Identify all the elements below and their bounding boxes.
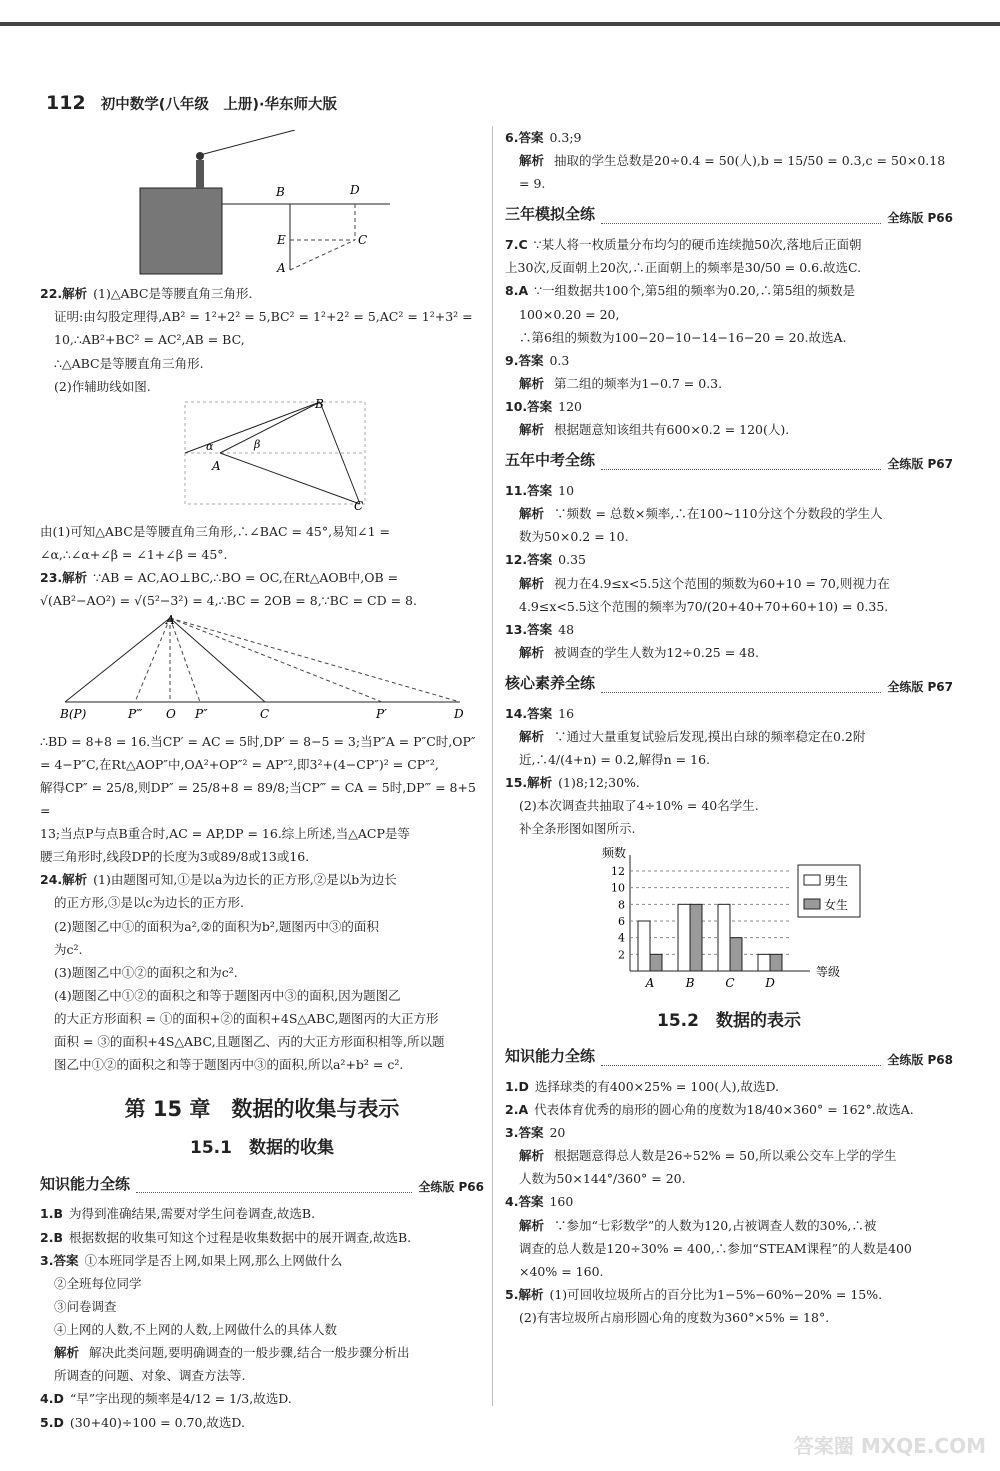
analysis-text: = 9. xyxy=(519,176,546,192)
item-text: (1)8;12;30%. xyxy=(558,775,640,791)
item-text: 补全条形图如图所示. xyxy=(519,821,636,837)
fig3-label-D: D xyxy=(454,707,464,722)
bar-A-女生 xyxy=(650,954,662,971)
bar-B-男生 xyxy=(678,904,690,971)
item-number: 1.B xyxy=(40,1206,63,1222)
q24-number: 24.解析 xyxy=(40,872,88,888)
x-tick-label: C xyxy=(725,975,735,990)
section-header-title: 知识能力全练 xyxy=(40,1174,131,1193)
building-rect xyxy=(140,188,222,274)
analysis-text: 4.9≤x<5.5这个范围的频率为70/(20+40+70+60+10) = 0.35. xyxy=(519,598,889,614)
item-text: (1)可回收垃圾所占的百分比为1−5%−60%−20% = 15%. xyxy=(549,1286,883,1302)
q24-text: (3)题图乙中①②的面积之和为c². xyxy=(54,964,238,980)
fig1-label-C: C xyxy=(358,233,368,247)
y-tick-label: 8 xyxy=(618,897,625,911)
section-header-title: 五年中考全练 xyxy=(505,451,596,470)
fig3-label-P2: P″ xyxy=(195,707,208,722)
bar-B-女生 xyxy=(690,904,702,971)
section-header xyxy=(505,201,953,229)
item-number: 2.B xyxy=(40,1229,63,1245)
r3-answer xyxy=(505,1121,953,1144)
sight-line xyxy=(200,130,295,155)
item-text: 上30次,反面朝上20次,∴正面朝上的频率是30/50 = 0.6.故选C. xyxy=(505,260,862,276)
fig2-label-A: A xyxy=(212,458,221,473)
chapter-title: 第 15 章 数据的收集与表示 xyxy=(124,1097,400,1122)
q9-analysis xyxy=(505,372,953,395)
bar-chart xyxy=(505,841,953,991)
q14-answer xyxy=(505,702,953,725)
legend-label: 男生 xyxy=(824,873,849,888)
item-text: 为得到准确结果,需要对学生问卷调查,故选B. xyxy=(68,1206,316,1222)
item-text: (2)本次调查共抽取了4÷10% = 40名学生. xyxy=(519,798,759,814)
q9-answer xyxy=(505,349,953,372)
analysis-text: ∵参加“七彩数学”的人数为120,占被调查人数的30%,∴被 xyxy=(554,1217,877,1233)
q14-analysis xyxy=(505,725,953,748)
page-header xyxy=(46,86,337,121)
item-number: 9.答案 xyxy=(505,352,544,368)
fig2-label-beta: β xyxy=(254,437,261,451)
section-header xyxy=(505,670,953,698)
section-header xyxy=(505,447,953,475)
fig3-label-P3: P‴ xyxy=(128,707,143,722)
top-rule xyxy=(0,22,1000,26)
q23-solution: 13;当点P与点B重合时,AC = AP,DP = 16.综上所述,当△ACP是等 xyxy=(40,826,410,841)
q13-answer xyxy=(505,618,953,641)
section-header xyxy=(40,1171,484,1199)
item-number: 10.答案 xyxy=(505,399,553,414)
y-tick-label: 12 xyxy=(611,864,625,878)
analysis-tag: 解析 xyxy=(519,375,545,391)
analysis-text: 调查的总人数是120÷30% = 400,∴参加“STEAM课程”的人数是400 xyxy=(519,1240,912,1256)
leader-dots xyxy=(136,1192,412,1193)
q24-text: (1)由题图可知,①是以a为边长的正方形,②是以b为边长 xyxy=(93,872,397,888)
fig2-label-alpha: α xyxy=(206,439,214,453)
fig3-label-O: O xyxy=(166,707,176,722)
q24-text: 的大正方形面积 = ①的面积+②的面积+4S△ABC,题图丙的大正方形 xyxy=(54,1011,439,1026)
answer-value: 0.3;9 xyxy=(549,130,582,145)
q8-line xyxy=(505,279,953,302)
analysis-tag: 解析 xyxy=(519,506,545,522)
q22-text: (2)作辅助线如图. xyxy=(54,378,151,394)
segment-AC xyxy=(220,453,360,504)
bar-C-女生 xyxy=(730,937,742,970)
fig1-label-B: B xyxy=(276,185,285,199)
figure-points-on-line xyxy=(40,612,480,722)
section-header-ref: 全练版 P67 xyxy=(887,679,953,694)
section-header xyxy=(505,1043,953,1071)
q23-solution: = 4−P″C,在Rt△AOP″中,OA²+OP″² = AP″²,即3²+(4−CP″)² = CP″², xyxy=(40,756,439,772)
leader-dots xyxy=(601,469,881,470)
list-item xyxy=(40,1411,484,1434)
fig3-label-C: C xyxy=(260,707,270,722)
right-column xyxy=(505,126,953,1329)
analysis-text: 被调查的学生人数为12÷0.25 = 48. xyxy=(554,644,760,660)
q23-line xyxy=(40,566,484,589)
fig3-label-A: A xyxy=(166,613,175,628)
item-text: 根据数据的收集可知这个过程是收集数据中的展开调查,故选B. xyxy=(68,1229,412,1245)
q3-analysis xyxy=(40,1341,484,1364)
segment-AD xyxy=(170,618,460,702)
item-number: 2.A xyxy=(505,1101,529,1117)
analysis-text: 数为50×0.2 = 10. xyxy=(519,529,629,545)
item-number: 1.D xyxy=(505,1078,529,1094)
analysis-tag: 解析 xyxy=(519,422,545,438)
q23-solution: 解得CP″ = 25/8,则DP″ = 25/8+8 = 89/8;当CP‴ = CA = 5时,DP‴ = 8+5 = xyxy=(40,779,476,818)
figure-pole-building xyxy=(40,130,400,275)
answer-value: 120 xyxy=(558,399,583,414)
q22-text: 证明:由勾股定理得,AB² = 1²+2² = 5,BC² = 1²+2² = 5,AC² = 1²+3² = xyxy=(54,309,473,325)
figure-triangle-abc xyxy=(40,398,480,513)
y-tick-label: 10 xyxy=(611,881,625,895)
x-tick-label: D xyxy=(765,975,775,990)
q7-line xyxy=(505,233,953,256)
item-text: (30+40)÷100 = 0.70,故选D. xyxy=(69,1414,245,1430)
bar-D-女生 xyxy=(770,954,782,971)
q12-analysis xyxy=(505,572,953,595)
x-tick-label: A xyxy=(645,975,655,990)
y-tick-label: 4 xyxy=(618,931,625,945)
analysis-text: 近,∴4/(4+n) = 0.2,解得n = 16. xyxy=(519,752,710,767)
section-header-ref: 全练版 P66 xyxy=(418,1180,484,1195)
q3-answer: ③问卷调查 xyxy=(54,1298,117,1314)
fig1-label-A: A xyxy=(277,261,286,275)
bar-C-男生 xyxy=(718,904,730,971)
section-header-title: 核心素养全练 xyxy=(505,674,596,692)
q11-analysis xyxy=(505,502,953,525)
q24-text: 图乙中①②的面积之和等于题图丙中③的面积,所以a²+b² = c². xyxy=(54,1057,404,1073)
item-text: “早”字出现的频率是4/12 = 1/3,故选D. xyxy=(69,1391,292,1407)
answer-value: 20 xyxy=(549,1125,566,1141)
list-item xyxy=(505,1075,953,1098)
q22-text: 10,∴AB²+BC² = AC²,AB = BC, xyxy=(54,332,245,348)
section-header-ref: 全练版 P67 xyxy=(887,456,953,471)
q22-conclusion: ∠α,∴∠α+∠β = ∠1+∠β = 45°. xyxy=(40,547,228,562)
item-number: 11.答案 xyxy=(505,483,553,498)
item-text: 选择球类的有400×25% = 100(人),故选D. xyxy=(534,1078,779,1094)
q3-answer: ②全班每位同学 xyxy=(54,1275,142,1291)
answer-value: 0.35 xyxy=(558,552,586,568)
item-text: ∵一组数据共100个,第5组的频率为0.20,∴第5组的频数是 xyxy=(534,283,856,299)
q23-solution: ∴BD = 8+8 = 16.当CP′ = AC = 5时,DP′ = 8−5 = 3;当P″A = P″C时,OP″ xyxy=(40,733,476,749)
legend-swatch xyxy=(804,899,820,909)
analysis-tag: 解析 xyxy=(519,575,545,591)
section-header-ref: 全练版 P68 xyxy=(887,1052,953,1067)
item-number: 8.A xyxy=(505,283,529,299)
analysis-text: 抽取的学生总数是20÷0.4 = 50(人),b = 15/50 = 0.3,c = 50×0.18 xyxy=(554,153,946,169)
analysis-text: 视力在4.9≤x<5.5这个范围的频数为60+10 = 70,则视力在 xyxy=(554,575,890,591)
q22-number: 22.解析 xyxy=(40,286,88,302)
answer-value: 160 xyxy=(549,1194,574,1210)
q24-text: 面积 = ③的面积+4S△ABC,且题图乙、丙的大正方形面积相等,所以题 xyxy=(54,1034,445,1050)
item-text: (2)有害垃圾所占扇形圆心角的度数为360°×5% = 18°. xyxy=(519,1310,830,1326)
q24-text: (4)题图乙中①②的面积之和等于题图丙中③的面积,因为题图乙 xyxy=(54,987,401,1003)
person-body xyxy=(196,160,204,188)
q12-answer xyxy=(505,548,953,571)
book-title: 初中数学(八年级 上册)·华东师大版 xyxy=(100,97,337,113)
list-item xyxy=(40,1202,484,1225)
bar-A-男生 xyxy=(638,921,650,971)
analysis-text: ∵频数 = 总数×频率,∴在100~110分这个分数段的学生人 xyxy=(554,506,883,522)
x-axis-label: 等级 xyxy=(816,964,841,979)
q23-text: √(AB²−AO²) = √(5²−3²) = 4,∴BC = 2OB = 8,∵BC = CD = 8. xyxy=(40,593,417,609)
list-item xyxy=(40,1226,484,1249)
segment-AB xyxy=(220,402,320,453)
list-item xyxy=(40,1249,484,1272)
item-number: 4.答案 xyxy=(505,1194,544,1210)
analysis-text: 第二组的频率为1−0.7 = 0.3. xyxy=(554,375,723,391)
q22-text: (1)△ABC是等腰直角三角形. xyxy=(93,286,253,302)
q13-analysis xyxy=(505,641,953,664)
analysis-tag: 解析 xyxy=(519,1148,545,1164)
q22-line xyxy=(40,282,484,305)
y-tick-label: 6 xyxy=(618,914,625,928)
analysis-tag: 解析 xyxy=(519,728,545,744)
fig2-label-C: C xyxy=(354,498,364,513)
list-item xyxy=(40,1387,484,1410)
analysis-tag: 解析 xyxy=(54,1345,80,1361)
column-divider xyxy=(492,126,493,1406)
segment-AB xyxy=(65,618,170,702)
answer-value: 10 xyxy=(558,483,575,498)
q24-line xyxy=(40,868,484,891)
q10-answer xyxy=(505,395,953,418)
q11-answer xyxy=(505,479,953,502)
item-text: ∴第6组的频数为100−20−10−14−16−20 = 20.故选A. xyxy=(519,329,847,345)
item-text: ∵某人将一枚质量分布均匀的硬币连续抛50次,落地后正面朝 xyxy=(533,237,862,253)
fig3-label-B: B(P) xyxy=(60,707,87,722)
r4-answer xyxy=(505,1190,953,1213)
fig3-label-P1: P′ xyxy=(376,707,387,722)
item-number: 5.D xyxy=(40,1414,64,1430)
section-header-ref: 全练版 P66 xyxy=(887,210,953,225)
leader-dots xyxy=(601,223,881,224)
q3-answer: ④上网的人数,不上网的人数,上网做什么的具体人数 xyxy=(54,1322,337,1338)
y-tick-label: 2 xyxy=(618,947,625,961)
q24-text: 的正方形,③是以c为边长的正方形. xyxy=(54,895,244,911)
q10-analysis xyxy=(505,418,953,441)
section-title: 15.2 数据的表示 xyxy=(657,1010,801,1031)
item-number: 15.解析 xyxy=(505,775,553,791)
q23-number: 23.解析 xyxy=(40,570,88,586)
item-number: 4.D xyxy=(40,1391,64,1407)
section-title: 15.1 数据的收集 xyxy=(190,1138,334,1159)
leader-dots xyxy=(601,1065,881,1066)
q23-text: ∵AB = AC,AO⊥BC,∴BO = OC,在Rt△AOB中,OB = xyxy=(93,570,399,586)
fig1-label-D: D xyxy=(350,183,360,197)
q23-solution: 腰三角形时,线段DP的长度为3或89/8或13或16. xyxy=(40,849,310,865)
item-number: 14.答案 xyxy=(505,705,553,721)
fig1-label-E: E xyxy=(277,233,286,247)
q6-answer xyxy=(505,126,953,149)
item-number: 7.C xyxy=(505,237,528,253)
item-number: 12.答案 xyxy=(505,552,553,568)
analysis-text: 所调查的问题、对象、调查方法等. xyxy=(54,1368,246,1384)
page-number: 112 xyxy=(46,92,86,114)
x-tick-label: B xyxy=(685,975,695,990)
segment-AC xyxy=(170,618,265,702)
analysis-text: 人数为50×144°/360° = 20. xyxy=(519,1171,686,1187)
list-item xyxy=(505,1098,953,1121)
segment-AP3 xyxy=(135,618,170,702)
r4-analysis xyxy=(505,1214,953,1237)
item-number: 3.答案 xyxy=(505,1125,544,1141)
answer-value: 0.3 xyxy=(549,352,570,368)
left-column xyxy=(40,130,484,1434)
section-header-title: 知识能力全练 xyxy=(505,1047,596,1066)
analysis-tag: 解析 xyxy=(519,644,545,660)
analysis-text: ∵通过大量重复试验后发现,摸出白球的频率稳定在0.2附 xyxy=(554,728,866,744)
analysis-text: 根据题意得总人数是26÷52% = 50,所以乘公交车上学的学生 xyxy=(554,1148,897,1164)
analysis-text: 根据题意知该组共有600×0.2 = 120(人). xyxy=(554,422,790,438)
analysis-tag: 解析 xyxy=(519,1217,545,1233)
dash-AC xyxy=(290,240,355,270)
answer-value: 16 xyxy=(558,705,575,721)
person-head xyxy=(196,152,204,160)
item-number: 13.答案 xyxy=(505,621,553,637)
legend-swatch xyxy=(804,875,820,885)
q24-text: 为c². xyxy=(54,941,83,957)
y-axis-label: 频数 xyxy=(602,845,627,860)
analysis-text: ×40% = 160. xyxy=(519,1263,604,1279)
q6-analysis xyxy=(505,149,953,172)
item-number: 3.答案 xyxy=(40,1252,79,1268)
fig2-label-B: B xyxy=(315,397,324,411)
segment-AP1 xyxy=(170,618,382,702)
r3-analysis xyxy=(505,1144,953,1167)
item-text: 代表体育优秀的扇形的圆心角的度数为18/40×360° = 162°.故选A. xyxy=(534,1101,914,1117)
r5-line xyxy=(505,1283,953,1306)
item-number: 6.答案 xyxy=(505,130,544,145)
q22-conclusion: 由(1)可知△ABC是等腰直角三角形,∴∠BAC = 45°,易知∠1 = xyxy=(40,523,390,539)
item-text: 100×0.20 = 20, xyxy=(519,306,620,322)
answer-value: 48 xyxy=(558,621,575,637)
analysis-text: 解决此类问题,要明确调查的一般步骤,结合一般步骤分析出 xyxy=(89,1345,410,1361)
q15-line xyxy=(505,771,953,794)
leader-dots xyxy=(601,692,881,693)
q22-text: ∴△ABC是等腰直角三角形. xyxy=(54,355,204,371)
item-text: ①本班同学是否上网,如果上网,那么上网做什么 xyxy=(84,1252,343,1268)
analysis-tag: 解析 xyxy=(519,153,545,169)
watermark-logo: 答案圈 MXQE.COM xyxy=(793,1434,986,1458)
bar-D-男生 xyxy=(758,954,770,971)
item-number: 5.解析 xyxy=(505,1286,544,1302)
legend-label: 女生 xyxy=(824,897,849,912)
section-header-title: 三年模拟全练 xyxy=(505,205,596,224)
q24-text: (2)题图乙中①的面积为a²,②的面积为b²,题图丙中③的面积 xyxy=(54,918,379,934)
